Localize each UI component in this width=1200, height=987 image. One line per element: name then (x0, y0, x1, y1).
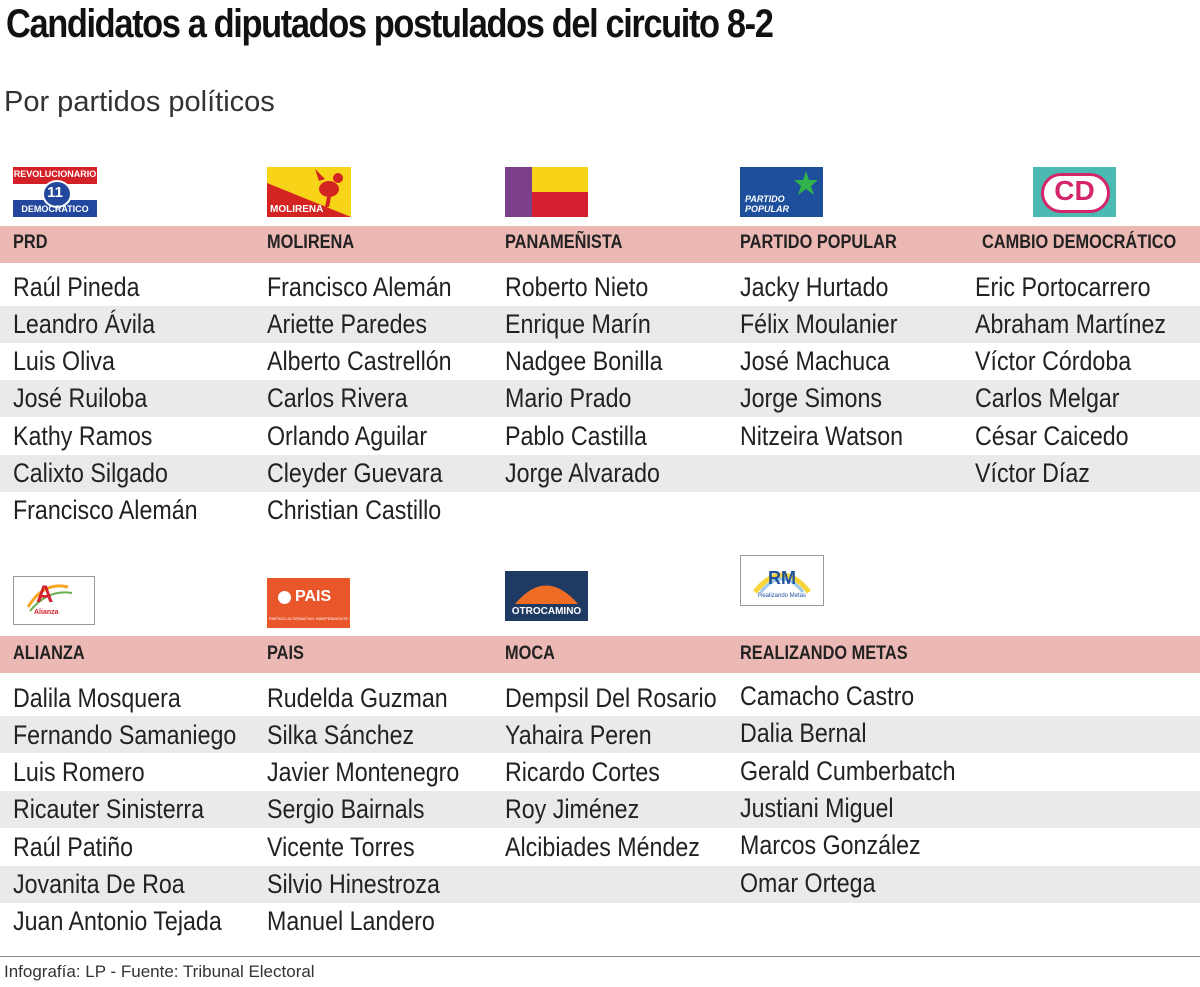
candidate-name: Roberto Nieto (505, 272, 649, 302)
alianza-logo (13, 576, 95, 625)
candidate-name: Mario Prado (505, 383, 632, 413)
candidate-name: César Caicedo (975, 421, 1129, 451)
rm-logo-subtext: Realizando Metas (757, 593, 807, 599)
section2-header-band (0, 636, 1200, 673)
candidate-name: Sergio Bairnals (267, 794, 425, 824)
party-header-cambio-democratico: CAMBIO DEMOCRÁTICO (982, 232, 1177, 253)
candidate-name: Silvio Hinestroza (267, 869, 440, 899)
candidate-name: Dempsil Del Rosario (505, 683, 717, 713)
party-header-pais: PAIS (267, 643, 304, 664)
candidate-name: Omar Ortega (740, 868, 876, 898)
prd-logo-bottom-text: DEMOCRATICO (21, 204, 89, 214)
candidate-name: Ricardo Cortes (505, 757, 660, 787)
candidate-name: Calixto Silgado (13, 458, 168, 488)
candidate-name: Dalia Bernal (740, 718, 867, 748)
candidate-name: Raúl Pineda (13, 272, 140, 302)
candidate-name: Víctor Díaz (975, 458, 1090, 488)
candidate-name: Gerald Cumberbatch (740, 756, 956, 786)
candidate-name: Nadgee Bonilla (505, 346, 663, 376)
cd-logo-text: CD (1054, 175, 1095, 206)
candidate-name: Javier Montenegro (267, 757, 460, 787)
candidate-name: Camacho Castro (740, 681, 915, 711)
candidate-name: Ariette Paredes (267, 309, 428, 339)
candidate-name: Luis Oliva (13, 346, 115, 376)
candidate-name: Cleyder Guevara (267, 458, 443, 488)
candidate-name: Rudelda Guzman (267, 683, 448, 713)
party-header-molirena: MOLIRENA (267, 232, 355, 253)
candidate-name: Christian Castillo (267, 495, 442, 525)
candidate-name: Jacky Hurtado (740, 272, 889, 302)
candidate-name: Francisco Alemán (13, 495, 198, 525)
candidate-name: Félix Moulanier (740, 309, 898, 339)
candidate-name: Roy Jiménez (505, 794, 640, 824)
candidate-name: Alberto Castrellón (267, 346, 452, 376)
prd-logo-top-text: REVOLUCIONARIO (13, 169, 97, 179)
candidate-name: Luis Romero (13, 757, 145, 787)
party-header-prd: PRD (13, 232, 48, 253)
candidate-name: Kathy Ramos (13, 421, 153, 451)
candidate-name: Enrique Marín (505, 309, 651, 339)
candidate-name: Raúl Patiño (13, 832, 134, 862)
pp-logo-line2: POPULAR (745, 204, 790, 214)
candidate-name: Juan Antonio Tejada (13, 906, 222, 936)
party-header-partido-popular: PARTIDO POPULAR (740, 232, 897, 253)
candidate-name: Manuel Landero (267, 906, 435, 936)
candidate-name: José Machuca (740, 346, 890, 376)
candidate-name: Ricauter Sinisterra (13, 794, 204, 824)
candidate-name: Abraham Martínez (975, 309, 1167, 339)
footer-divider (0, 956, 1200, 957)
otro-camino-logo (505, 571, 588, 621)
pais-logo (267, 578, 364, 628)
candidate-name: Orlando Aguilar (267, 421, 428, 451)
party-header-alianza: ALIANZA (13, 643, 85, 664)
prd-logo (13, 167, 97, 217)
candidate-name: José Ruiloba (13, 383, 148, 413)
pais-logo-text: PAIS (295, 588, 332, 605)
alianza-logo-letter: A (36, 581, 54, 608)
candidate-name: Pablo Castilla (505, 421, 647, 451)
candidate-name: Jorge Simons (740, 383, 882, 413)
alianza-logo-text: Alianza (34, 609, 59, 616)
candidate-name: Víctor Córdoba (975, 346, 1132, 376)
pais-logo-subtext: PARTIDO ALTERNATIVO INDEPENDIENTE SOCIAL (269, 616, 364, 621)
panamenista-color-block-logo (505, 167, 588, 217)
candidate-name: Carlos Rivera (267, 383, 408, 413)
page-title: Candidatos a diputados postulados del circuito 8-2 (6, 2, 773, 46)
party-header-moca: MOCA (505, 643, 555, 664)
pp-logo-line1: PARTIDO (745, 194, 785, 204)
page-subtitle: Por partidos políticos (4, 86, 275, 118)
molirena-rooster-logo (267, 167, 351, 217)
partido-popular-star-logo (740, 167, 823, 217)
molirena-logo-text: MOLIRENA (270, 204, 324, 215)
candidate-name: Fernando Samaniego (13, 720, 237, 750)
candidate-name: Jorge Alvarado (505, 458, 660, 488)
candidate-name: Justiani Miguel (740, 793, 894, 823)
candidate-name: Dalila Mosquera (13, 683, 181, 713)
candidate-name: Yahaira Peren (505, 720, 652, 750)
candidate-name: Jovanita De Roa (13, 869, 185, 899)
candidate-name: Leandro Ávila (13, 309, 156, 339)
candidate-name: Marcos González (740, 830, 921, 860)
party-header-realizando-metas: REALIZANDO METAS (740, 643, 908, 664)
candidate-name: Vicente Torres (267, 832, 415, 862)
footer-credit: Infografía: LP - Fuente: Tribunal Electoral (4, 962, 315, 981)
candidate-name: Eric Portocarrero (975, 272, 1151, 302)
cd-logo (1033, 167, 1116, 217)
candidate-name: Silka Sánchez (267, 720, 415, 750)
candidate-name: Alcibiades Méndez (505, 832, 700, 862)
otro-camino-logo-text: OTROCAMINO (511, 606, 582, 617)
candidate-name: Nitzeira Watson (740, 421, 904, 451)
realizando-metas-logo (740, 555, 824, 606)
candidate-name: Francisco Alemán (267, 272, 452, 302)
prd-logo-number: 11 (47, 184, 63, 201)
candidate-name: Carlos Melgar (975, 383, 1120, 413)
rm-logo-text: RM (768, 568, 796, 588)
party-header-panamenista: PANAMEÑISTA (505, 232, 623, 253)
